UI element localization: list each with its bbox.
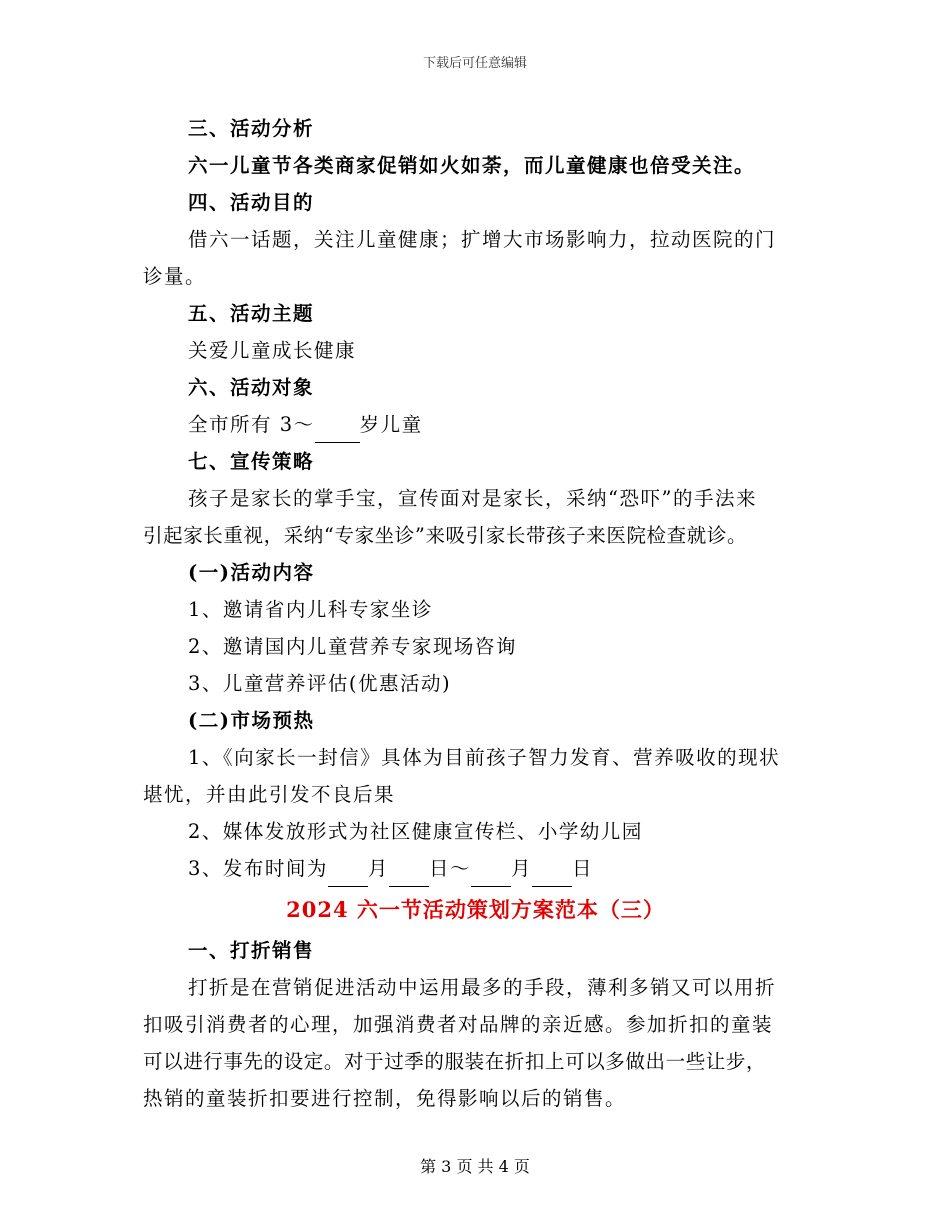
- section-heading: 四、活动目的: [188, 191, 315, 214]
- list-item: 3、儿童营养评估(优惠活动): [188, 672, 452, 695]
- fill-in-blank: [471, 864, 511, 887]
- section-heading: 七、宣传策略: [188, 450, 315, 473]
- paragraph-line: 诊量。: [143, 265, 207, 288]
- list-item: 2、媒体发放形式为社区健康宣传栏、小学幼儿园: [188, 820, 643, 843]
- document-body: [143, 110, 808, 1117]
- paragraph: [143, 406, 808, 443]
- section-heading: 五、活动主题: [188, 302, 315, 325]
- subsection-heading: (一)活动内容: [188, 561, 315, 584]
- page-footer: 第 3 页 共 4 页: [420, 1157, 530, 1176]
- fill-in-blank: [328, 864, 368, 887]
- list-item: 1、邀请省内儿科专家坐诊: [188, 598, 433, 621]
- paragraph-line: 可以进行事先的设定。对于过季的服装在折扣上可以多做出一些让步，: [143, 1050, 767, 1073]
- fill-in-blank: [389, 864, 429, 887]
- section-heading: 三、活动分析: [188, 117, 315, 140]
- text-span: 日～: [428, 857, 471, 880]
- paragraph-line: 孩子是家长的掌手宝，宣传面对是家长，采纳“恐吓”的手法来: [188, 487, 757, 510]
- fill-in-blank: [315, 420, 360, 443]
- list-item: 2、邀请国内儿童营养专家现场咨询: [188, 635, 517, 658]
- text-span: 月: [510, 857, 532, 880]
- text-span: 岁儿童: [359, 413, 423, 436]
- paragraph-line: 堪忧，并由此引发不良后果: [143, 783, 396, 806]
- paragraph-line: 打折是在营销促进活动中运用最多的手段，薄利多销又可以用折: [188, 976, 777, 999]
- paragraph-line: 扣吸引消费者的心理，加强消费者对品牌的亲近感。参加折扣的童装: [143, 1013, 774, 1036]
- paragraph: 六一儿童节各类商家促销如火如荼，而儿童健康也倍受关注。: [188, 154, 756, 177]
- text-span: 全市所有 3～: [188, 413, 315, 436]
- page-header: 下载后可任意编辑: [422, 56, 527, 71]
- section-title: 2024 六一节活动策划方案范本（三）: [286, 897, 665, 922]
- text-span: 日: [571, 857, 593, 880]
- subsection-heading: (二)市场预热: [188, 709, 315, 732]
- list-item: 1、《向家长一封信》具体为目前孩子智力发育、营养吸收的现状: [188, 746, 781, 769]
- paragraph-line: 热销的童装折扣要进行控制，免得影响以后的销售。: [143, 1087, 627, 1110]
- text-span: 3、发布时间为: [188, 857, 328, 880]
- paragraph: 关爱儿童成长健康: [188, 339, 357, 362]
- section-heading: 六、活动对象: [188, 376, 315, 399]
- fill-in-blank: [532, 864, 572, 887]
- text-span: 月: [367, 857, 389, 880]
- paragraph-line: 引起家长重视，采纳“专家坐诊”来吸引家长带孩子来医院检查就诊。: [143, 524, 748, 547]
- section-heading: 一、打折销售: [188, 939, 315, 962]
- list-item: [143, 850, 808, 887]
- paragraph-line: 借六一话题，关注儿童健康；扩增大市场影响力，拉动医院的门: [188, 228, 777, 251]
